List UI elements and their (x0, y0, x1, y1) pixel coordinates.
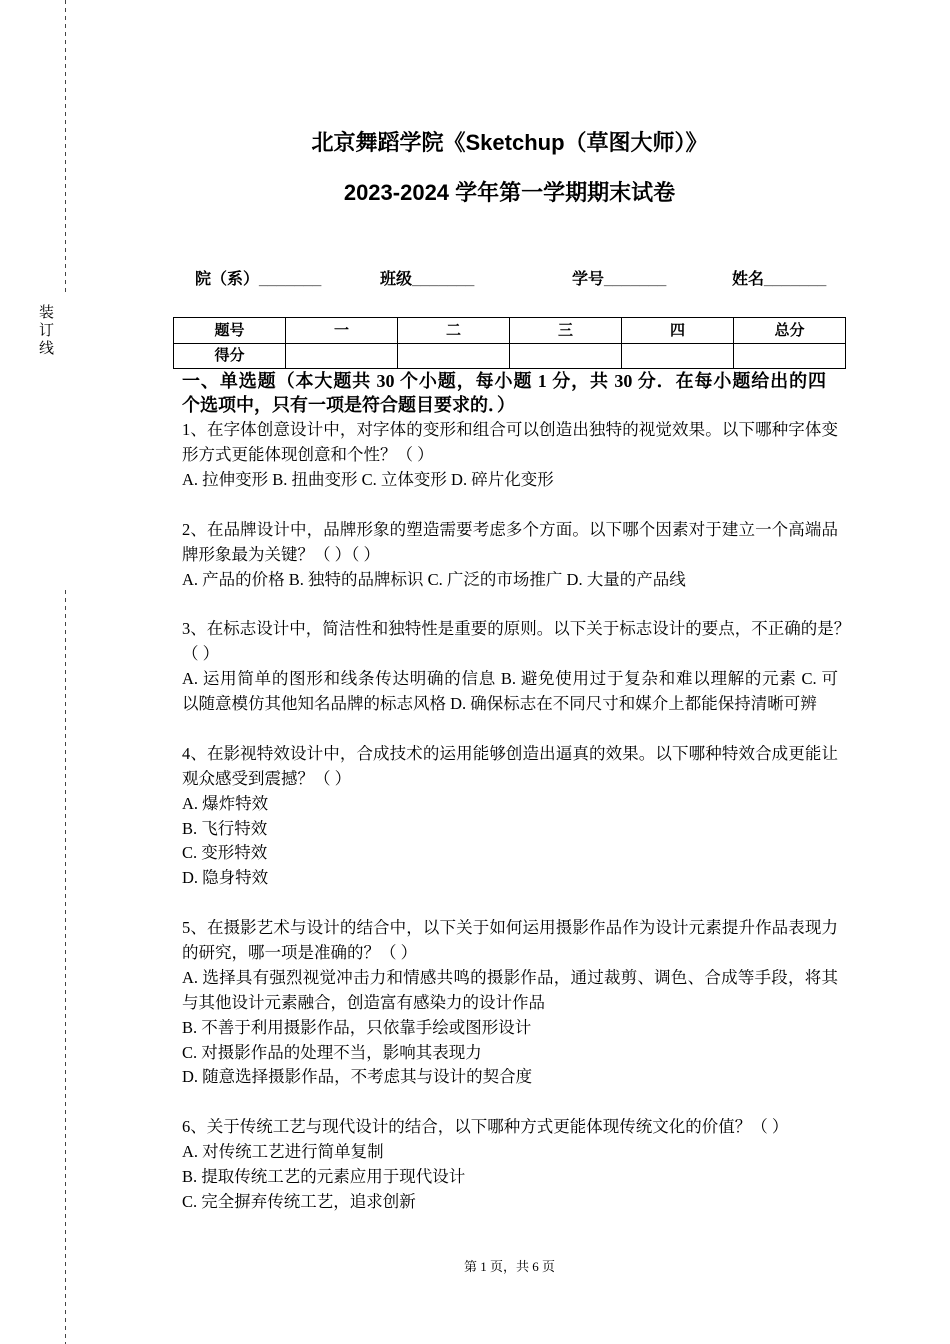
section-heading-line: 个选项中，只有一项是符合题目要求的．） (182, 395, 515, 416)
options-abcd (182, 667, 846, 717)
option-line: D. 随意选择摄影作品，不考虑其与设计的契合度 (182, 1067, 533, 1087)
question-3 (182, 617, 851, 717)
question-stem (182, 518, 846, 568)
question-stem (182, 1115, 846, 1140)
section-heading-line: 一、单选题（本大题共 30 个小题，每小题 1 分，共 30 分．在每小题给出的四 (182, 370, 826, 391)
option-c (182, 1190, 846, 1215)
header-cell-section-1: 一 (286, 318, 398, 344)
option-line: C. 变形特效 (182, 843, 268, 863)
score-cell-section-3 (510, 343, 622, 369)
score-cell-section-4 (622, 343, 734, 369)
question-stem (182, 617, 851, 667)
department-field: 院（系）_______ (195, 271, 322, 288)
option-a (182, 1140, 846, 1165)
option-b (182, 817, 846, 842)
option-line: C. 对摄影作品的处理不当，影响其表现力 (182, 1042, 482, 1062)
option-line: A. 爆炸特效 (182, 793, 269, 813)
binding-line-label: 装订线 (37, 304, 53, 358)
option-line: A. 运用简单的图形和线条传达明确的信息 B. 避免使用过于复杂和难以理解的元素 C. 可 (182, 669, 838, 689)
options-abcd (182, 568, 846, 593)
class-field: 班级_______ (380, 271, 475, 288)
stem-line: （ ） (182, 644, 220, 664)
name-field: 姓名_______ (732, 271, 827, 288)
header-cell-section-2: 二 (398, 318, 510, 344)
option-line: B. 不善于利用摄影作品，只依靠手绘或图形设计 (182, 1017, 532, 1037)
score-table-score-row (174, 343, 846, 369)
header-cell-question-number: 题号 (174, 318, 286, 344)
stem-line: 的研究，哪一项是准确的？（ ） (182, 942, 418, 962)
option-line: C. 完全摒弃传统工艺，追求创新 (182, 1191, 416, 1211)
option-line: A. 产品的价格 B. 独特的品牌标识 C. 广泛的市场推广 D. 大量的产品线 (182, 569, 686, 589)
question-stem (182, 916, 846, 966)
binding-dashed-line-top (65, 0, 66, 295)
option-line: 与其他设计元素融合，创造富有感染力的设计作品 (182, 992, 545, 1012)
question-5 (182, 916, 846, 1090)
question-stem (182, 418, 846, 468)
question-1 (182, 418, 846, 493)
exam-title-term: 2023-2024 学年第一学期期末试卷 (343, 180, 676, 205)
stem-line: 3、在标志设计中，简洁性和独特性是重要的原则。以下关于标志设计的要点，不正确的是？ (182, 619, 851, 639)
option-a (182, 792, 846, 817)
option-line: D. 隐身特效 (182, 868, 269, 888)
header-cell-section-4: 四 (622, 318, 734, 344)
option-d (182, 866, 846, 891)
score-cell-section-1 (286, 343, 398, 369)
stem-line: 4、在影视特效设计中，合成技术的运用能够创造出逼真的效果。以下哪种特效合成更能让 (182, 743, 838, 763)
score-table (173, 317, 846, 369)
option-b (182, 1016, 846, 1041)
exam-title-school-course: 北京舞蹈学院《Sketchup（草图大师）》 (311, 130, 708, 155)
stem-line: 2、在品牌设计中，品牌形象的塑造需要考虑多个方面。以下哪个因素对于建立一个高端品 (182, 519, 838, 539)
section-1-heading (182, 369, 846, 419)
header-cell-section-3: 三 (510, 318, 622, 344)
stem-line: 形方式更能体现创意和个性？（ ） (182, 445, 434, 465)
option-line: A. 拉伸变形 B. 扭曲变形 C. 立体变形 D. 碎片化变形 (182, 470, 554, 490)
option-line: A. 选择具有强烈视觉冲击力和情感共鸣的摄影作品，通过裁剪、调色、合成等手段，将其 (182, 967, 838, 987)
question-4 (182, 742, 846, 891)
question-6 (182, 1115, 846, 1215)
row-label-score: 得分 (174, 343, 286, 369)
header-cell-total: 总分 (734, 318, 846, 344)
binding-dashed-line-bottom (65, 590, 66, 1344)
student-id-field: 学号_______ (572, 271, 667, 288)
stem-line: 观众感受到震撼？（ ） (182, 768, 352, 788)
option-c (182, 1041, 846, 1066)
option-d (182, 1065, 846, 1090)
exam-content (182, 369, 851, 1215)
option-line: 以随意模仿其他知名品牌的标志风格 D. 确保标志在不同尺寸和媒介上都能保持清晰可辨 (182, 694, 817, 714)
option-a (182, 966, 846, 1016)
question-stem (182, 742, 846, 792)
options-abcd (182, 468, 846, 493)
option-line: A. 对传统工艺进行简单复制 (182, 1142, 384, 1162)
stem-line: 6、关于传统工艺与现代设计的结合，以下哪种方式更能体现传统文化的价值？（ ） (182, 1117, 789, 1137)
option-line: B. 飞行特效 (182, 818, 268, 838)
score-cell-section-2 (398, 343, 510, 369)
option-c (182, 841, 846, 866)
stem-line: 1、在字体创意设计中，对字体的变形和组合可以创造出独特的视觉效果。以下哪种字体变 (182, 420, 838, 440)
option-b (182, 1165, 846, 1190)
stem-line: 牌形象最为关键？（ ）（ ） (182, 544, 380, 564)
question-2 (182, 518, 846, 593)
score-table-header-row (174, 318, 846, 344)
score-cell-total (734, 343, 846, 369)
option-line: B. 提取传统工艺的元素应用于现代设计 (182, 1167, 466, 1186)
page-indicator: 第 1 页，共 6 页 (463, 1259, 555, 1274)
stem-line: 5、在摄影艺术与设计的结合中，以下关于如何运用摄影作品作为设计元素提升作品表现力 (182, 918, 838, 938)
